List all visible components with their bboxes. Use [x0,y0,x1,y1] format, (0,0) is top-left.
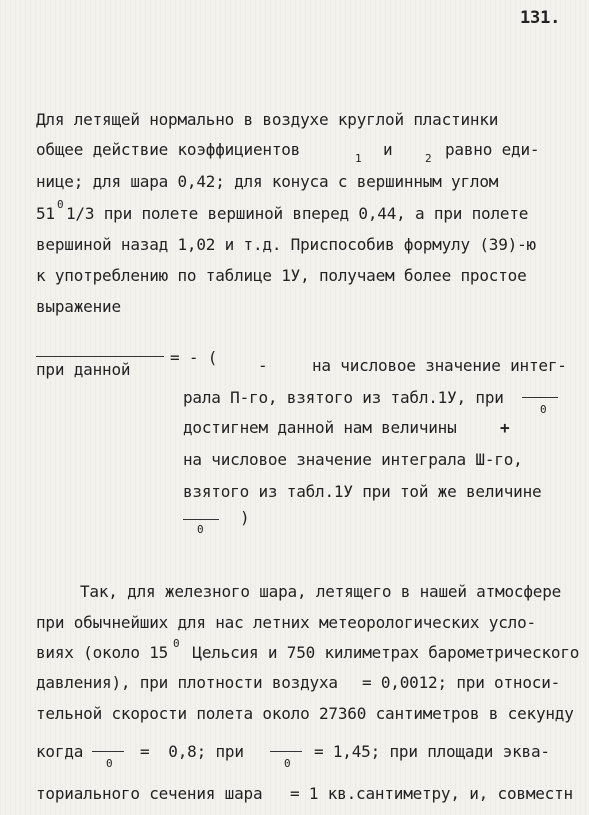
text-line: вершиной назад 1,02 и т.д. Приспособив формулу (39)-ю [36,235,536,254]
text-line: выражение [36,297,121,316]
formula-plus: + [500,418,510,437]
formula-line: на числовое значение интег- [312,356,567,375]
formula-line: достигнем данной нам величины [183,418,457,437]
text-line: к употреблению по таблице 1У, получаем более простое [36,266,527,285]
formula-eq: = - ( [170,348,218,367]
fraction-rule [36,356,164,357]
page-number: 131. [520,8,561,28]
text-line: тельной скорости полета около 27360 сантиметров в секунду [36,704,574,723]
text-line: = 0,8; при [140,742,244,761]
superscript: 0 [57,198,64,211]
text-line: 51 [36,204,55,223]
text-line: нице; для шара 0,42; для конуса с вершинным углом [36,172,499,191]
text-line: при обычнейших для нас летних метеорологических усло- [36,613,536,632]
text-line: = 1 кв.сантиметру, и, совместн [290,784,573,803]
subscript: 0 [106,757,113,770]
subscript: 0 [197,523,204,536]
text-line: Так, для железного шара, летящего в нашей атмосфере [80,582,562,601]
fraction-rule [270,751,302,752]
text-line: Цельсия и 750 килиметрах барометрического [183,643,580,662]
text-line: Для летящей нормально в воздухе круглой пластинки [36,110,499,129]
text-line: = 0,0012; при относи- [362,673,561,692]
text-line: общее действие коэффициентов [36,140,301,159]
formula-line: взятого из табл.1У при той же величине [183,482,542,501]
text-line: равно еди- [445,140,540,159]
fraction-rule [92,751,124,752]
superscript: 0 [173,637,180,650]
subscript: 0 [284,757,291,770]
subscript: 2 [425,152,432,165]
text-word: и [383,140,393,159]
text-line: = 1,45; при площади эква- [314,742,550,761]
text-line: 1/3 при полете вершиной вперед 0,44, а при полете [66,204,529,223]
text-line: ториального сечения шара [36,784,263,803]
fraction-rule [183,519,219,520]
text-word: когда [36,742,84,761]
formula-line: рала П-го, взятого из табл.1У, при [183,388,504,407]
formula-lhs: при данной [36,360,131,379]
fraction-rule [522,397,558,398]
text-line: давления), при плотности воздуха [36,673,338,692]
formula-dash: - [258,356,268,375]
formula-line: на числовое значение интеграла Ш-го, [183,450,523,469]
formula-close: ) [240,508,250,527]
text-line: виях (около 15 [36,643,169,662]
subscript: 0 [540,403,547,416]
subscript: 1 [355,152,362,165]
